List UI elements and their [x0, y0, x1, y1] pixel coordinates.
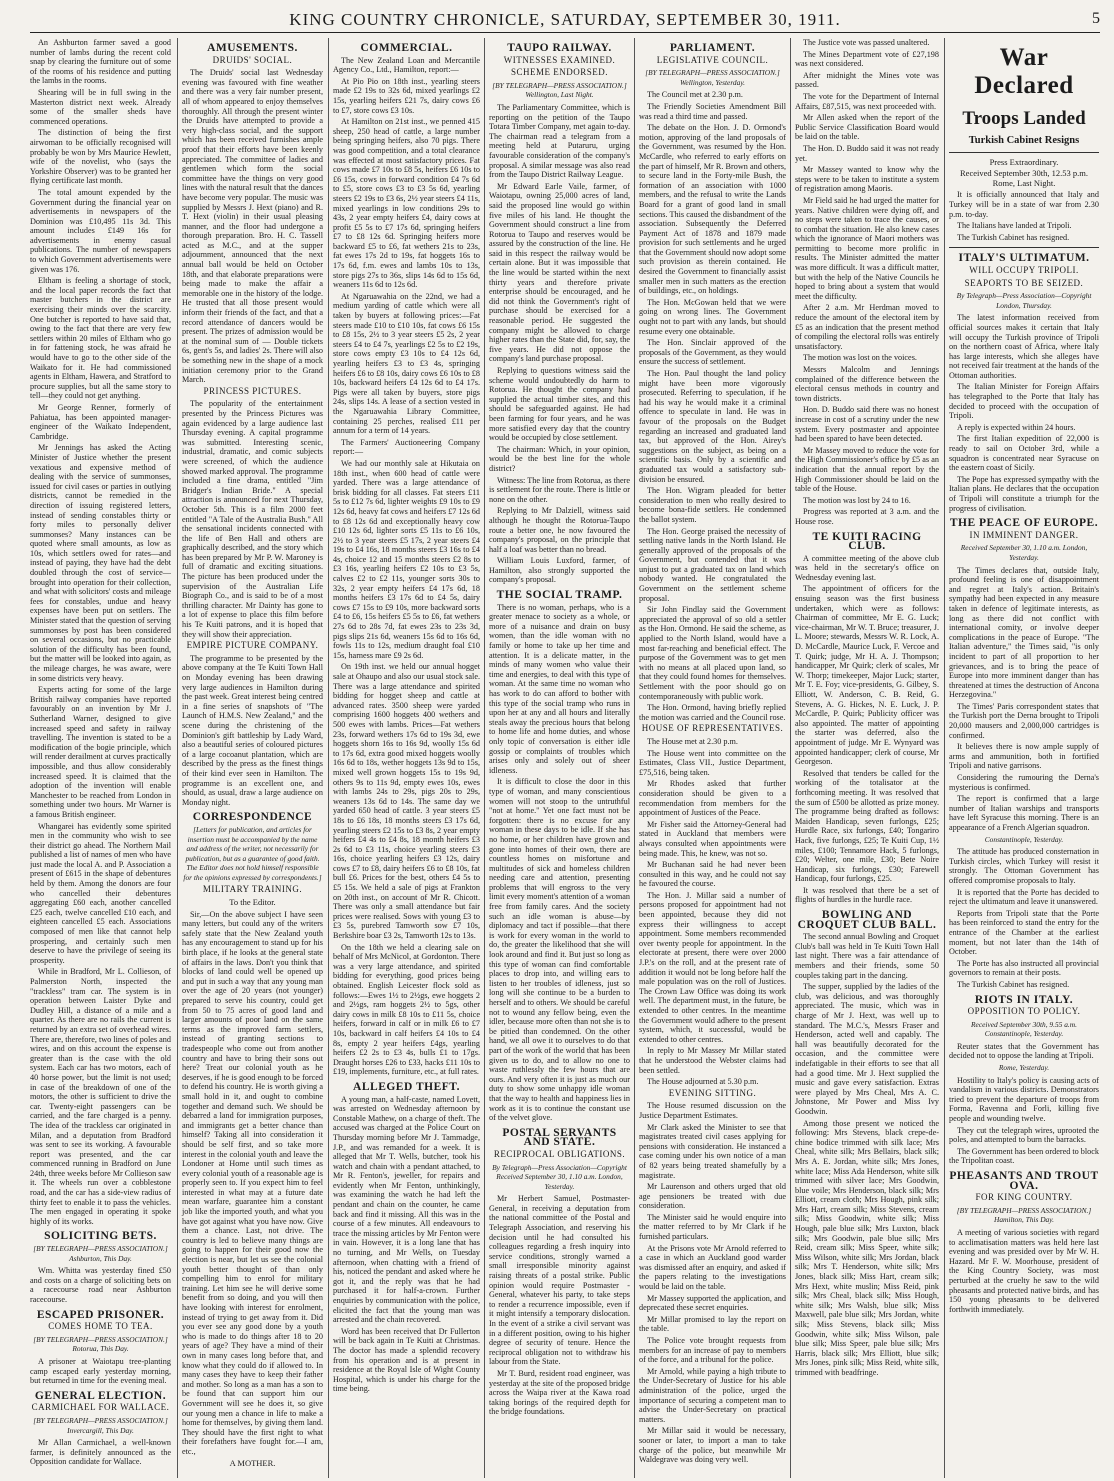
- paragraph: The Government has been ordered to block the Tripolitan coast.: [949, 1146, 1099, 1166]
- byline: [BY TELEGRAPH—PRESS ASSOCIATION.] Ashburton, This Day.: [33, 1244, 168, 1263]
- byline: [BY TELEGRAPH—PRESS ASSOCIATION.] Rotorua, This Day.: [33, 1334, 168, 1354]
- paragraph: The Hon. Ormond, having briefly replied the motion was carried and the Council rose.: [639, 703, 786, 722]
- salutation: To the Editor.: [229, 897, 276, 908]
- article-heading: TAUPO RAILWAY.: [507, 42, 612, 54]
- column-5: [634, 38, 786, 1478]
- column-2: [177, 38, 323, 1478]
- paragraph: The report is confirmed that a large number of Italian warships and transports have left Syracuse this morning. There is an appearance of a French Algerian squadron.: [949, 794, 1099, 832]
- subheading: RECIPROCAL OBLIGATIONS.: [493, 1148, 626, 1159]
- subheading: SCHEME ENDORSED.: [510, 67, 608, 78]
- paragraph: Mr T. Burd, resident road engineer, was yesterday at the site of the proposed bridge across the Waipa river at the Kawa road taking borings of the required depth for the bridge foundations.: [489, 1368, 630, 1417]
- subheading: EVENING SITTING.: [668, 1087, 757, 1098]
- page-number: 5: [1092, 10, 1100, 27]
- paragraph: It is difficult to close the door in this type of woman, and many conscientious women will not stoop to the untruthful "not at home." Yet one fact must not be forgotten: there is no excuse for any woman in these days to be idle. If she has no home, or her children have grown and gone into homes of their own, there are countless homes on misfortune and multitudes of sick and homeless children needing care and attention, presenting problems that will engross to the very limit every moment's attention of a woman free from family cares. And the society such an idle woman is abuse—by diplomacy and tact if possible—that there is work for every woman in the world to do, the greater the likelihood that she will look around and find it. But just so long as this type of woman can find comfortable places to drop into, and willing ears to listen to her troubles of idleness, just so long will she continue to be a burden to herself and to others. We should be careful not to wound any fellow being, even the idler, because more often than not she is to be pitied than condemned. On the other hand, we all owe it to ourselves to do that part of the work of the world that has been given us to do, and to allow no one to waste ruthlessly the few hours that are ours. And very often it is just as much our duty to show some unhappy idle woman that the way to health and happiness lies in work as it is to continue the constant use of the velvet glove.: [489, 777, 630, 1123]
- masthead: [30, 6, 1100, 33]
- paragraph: Reports from Tripoli state that the Porte has been reinforced to stand the entry for the entrance of the Chamber at the earliest moment, but not later than the 14th of October.: [949, 908, 1099, 957]
- subheading: DRUIDS' SOCIAL.: [212, 54, 293, 65]
- paragraph: Mr Millar promised to lay the report on the table.: [639, 1314, 786, 1334]
- paragraph: Experts acting for some of the large British railway companies have reported favourably on an invention by Mr J. Sutherland Warner, designed to give increased speed and safety in railway travelling. The invention is stated to be a modification of the bogie principle, which will render derailment at curves practically impossible, and thus allow considerably increased speed. It is claimed that the adoption of the invention will enable Manchester to be reached from London in something under two hours. Mr Warner is a famous British engineer.: [30, 685, 171, 819]
- paragraph: The Friendly Societies Amendment Bill was read a third time and passed.: [639, 101, 786, 121]
- paragraph: Mr Arnold, while paying a high tribute to the Under-Secretary of Justice for his able administration of the police, urged the importance of securing a competent man to advise the Under-Secretary on practical matters.: [639, 1366, 786, 1424]
- paragraph: Hon. D. Buddo said there was no honest increase in cost of a scrutiny under the new system. Every postmaster and appointee had been spared to have been detected.: [795, 405, 939, 444]
- paragraph: It is officially announced that Italy and Turkey will be in a state of war from 2.30 p.m. to-day.: [949, 190, 1099, 219]
- paragraph: The Turkish Cabinet has resigned.: [957, 979, 1070, 989]
- paragraph: The Turkish Cabinet has resigned.: [957, 232, 1070, 242]
- paragraph: Reuter states that the Government has decided not to oppose the landing at Tripoli.: [949, 1041, 1099, 1061]
- paragraph: After midnight the Mines vote was passed.: [795, 70, 939, 90]
- paragraph: The vote for the Department of Internal Affairs, £87,515, was next proceeded with.: [795, 91, 939, 111]
- subheading: WILL OCCUPY TRIPOLI.: [969, 264, 1079, 275]
- paragraph: Hostility to Italy's policy is causing acts of vandalism in various districts. Demonstrators tried to prevent the departure of troops from Forma, Ravenna and Forli, killing five people and wounding twelve.: [949, 1075, 1099, 1124]
- paragraph: Wm. Whitta was yesterday fined £50 and costs on a charge of soliciting bets on a racecourse road near Ashburton racecourse.: [30, 1266, 171, 1304]
- paragraph: Mr Massey supported the application, and deprecated these secret enquiries.: [639, 1293, 786, 1313]
- editor-note: [Letters for publication, and articles for insertion must be accompanied by the name and address of the writer, not necessarily for publication, but as a guarantee of good faith. The Editor does not hold himself responsible for the opinions expressed by correspondents.]: [183, 824, 322, 882]
- paragraph: The House adjourned at 5.30 p.m.: [647, 1077, 759, 1087]
- article-heading: RIOTS IN ITALY.: [974, 993, 1074, 1006]
- paragraph: They cut the telegraph wires, uprooted the poles, and attempted to burn the barracks.: [949, 1125, 1099, 1145]
- paragraph: Shearing will be in full swing in the Masterton district next week. Already some of the smaller sheds have commenced operations.: [30, 87, 171, 126]
- paragraph: Witness: The line from Rotorua, as there is settlement for the route. There is little or none on the other.: [489, 475, 630, 504]
- banner-headline: War Declared: [974, 44, 1074, 99]
- paragraph: Resolved that tenders be called for the working of the totalisator at the forthcoming meeting. It was resolved that the sum of £500 be allotted as prize money. The programme being drafted as follows: Maiden Handicap, seven furlongs, £25; Hurdle Race, six furlongs, £40; Tongariro Hack, five furlongs, £25; Te Kuiti Cup, 1½ miles, £100; Tennamore Hack, 5 furlongs, £20; Welter, one mile, £30; Bete Noire Handicap, six furlongs, £30; Farewell Handicap, four furlongs, £25.: [795, 768, 939, 884]
- paragraph: The Times' Paris correspondent states that the Turkish port the Derna brought to Tripoli 20,000 mausers and 2,000,000 cartridges is confirmed.: [949, 701, 1099, 740]
- paragraph: The Parliamentary Committee, which is reporting on the petition of the Taupo Totara Timber Company, met again to-day. The chairman read a telegram from a meeting held at Putaruru, urging favourable consideration of the company's proposal. A similar message was also read from the Taupo District Railway League.: [489, 102, 630, 180]
- paragraph: The Hon. Sinclair approved of the proposals of the Government, as they would ensure the success of settlement.: [639, 338, 786, 367]
- press-notice: Press Extraordinary.: [989, 156, 1059, 167]
- paragraph: The attitude has produced consternation in Turkish circles, which Turkey will resist it strongly. The Ottoman Government has offered compromise proposals to Italy.: [949, 847, 1099, 885]
- article-heading: BOWLING AND CROQUET CLUB BALL.: [797, 909, 937, 931]
- article-heading: PARLIAMENT.: [669, 42, 756, 54]
- paragraph: There is no woman, perhaps, who is a greater menace to society as a whole, or more of a nuisance and drain on busy women, than the idle woman with no family or home to take up her time and attention. It is a delicate matter, in the minds of many women who value their time and energies, to deal with this type of woman. At the same time no woman who has work to do can afford to bother with this type of the social tramp who runs in upon her at any and all hours and literally steals away the precious hours that belong to home life and home duties, and whose only topic of conversation is either idle gossip or complaints of troubles which arises only and solely out of sheer idleness.: [489, 602, 630, 775]
- subheading: COMES HOME TO TEA.: [48, 1321, 153, 1332]
- paragraph: The Hon. George praised the necessity of settling native lands in the North Island. He generally approved of the proposals of the Government, but contended that it was unjust to put a graduated tax on land which nobody wanted. He congratulated the Government on the settlement scheme proposal.: [639, 526, 786, 603]
- paragraph: The total amount expended by the Government during the financial year on advertisements in newspapers of the Dominion was £10,495 11s 3d. This amount includes £149 16s for advertisements in enemy casual publications. The number of newspapers to which Government advertisements were given was 176.: [30, 187, 171, 274]
- byline: By Telegraph—Press Association—Copyright Received September 30, 1.10 a.m. London, Yesterday.: [492, 1162, 627, 1191]
- paragraph: The Minister said he would enquire into the matter referred to by Mr Clark if he furnished particulars.: [639, 1212, 786, 1242]
- banner-tagline: Turkish Cabinet Resigns: [968, 135, 1080, 146]
- divider: [949, 152, 1099, 153]
- column-1: [30, 38, 171, 1478]
- paragraph: Replying to Mr Dalziell, witness said although he thought the Rotorua-Taupo route a better one, he now favoured the company's proposal, on the principle that half a loaf was better than no bread.: [489, 506, 630, 554]
- paragraph: Mr Allen asked when the report of the Public Service Classification Board would be laid on the table.: [795, 113, 939, 142]
- paragraph: Mr Herbert Samuel, Postmaster-General, in receiving a deputation from the national committee of the Postal and Telegraph Association, and reserving his decision until he had consulted his colleagues regarding a fresh inquiry into service conditions, strongly warned a small irresponsible minority against raising threats of a postal strike. Public opinion would require Postmaster - General, whatever his party, to take steps to render a recurrence impossible, even if it might intensify a temporary dislocation. In the event of a strike a civil servant was in a different position, owing to his higher degree of security of tenure. Hence the reciprocal obligation not to withdraw his labour from the State.: [489, 1194, 630, 1367]
- signature: A MOTHER.: [229, 1457, 276, 1468]
- paragraph: The programme to be presented by the above company at the Te Kuiti Town Hall on Monday evening has been drawing very large audiences in Hamilton during the past week. Great interest being centred in a fine series of snapshots of "The Launch of H.M.S. New Zealand," and the scene during the christening of the Dominion's gift battleship by Lady Ward, also a beautiful series of coloured pictures of a large cocoanut plantation, which are described by the press as the finest things of their kind ever seen in Hamilton. The programme is an excellent one, and should, as usual, draw a large audience on Monday night.: [182, 653, 323, 807]
- paragraph: The first Italian expedition of 22,000 is ready to sail on October 3rd, while a squadron is concentrated near Syracuse on the eastern coast of Sicily.: [949, 434, 1099, 473]
- paragraph: The Hon. D. Buddo said it was not ready yet.: [795, 143, 939, 163]
- paragraph: The appointment of officers for the ensuing season was the first business undertaken, which were as follows: Chairman of committee, Mr E. G. Luck; vice-chairman, Mr W. T. Bruce; treasurer, J. L. Moore; stewards, Messrs W. R. Lock, A. D. McCardle, Maurice Luck, F. Vercoe and T. Quirk; judge, Mr H. A. J. Thompson; handicapper, Mr Quirk; clerk of scales, Mr W. Thorp; timekeeper, Major Luck; starter, Mr T. E. Foy; vice-presidents, G. Gilbey, S. Elliott, W. Anderson, C. B. Reid, G. Stevens, A. G. Hickes, N. E. Luck, J. P. McCardle, P. Quirk; Publicity officer was also appointed. The matter of appointing the starter was deferred, also the appointment of judge. Mr E. Wynyard was appointed handicapper; clerk of course, Mr Georgeson.: [795, 584, 939, 767]
- paragraph: The second annual Bowling and Croquet Club's ball was held in Te Kuiti Town Hall last night. There was a fair attendance of members and their friends, some 50 couples taking part in the dancing.: [795, 932, 939, 980]
- paragraph: The Pope has expressed sympathy with the Italian plans. He declares that the occupation of Tripoli will constitute a triumph for the progress of civilisation.: [949, 474, 1099, 513]
- paragraph: The House resumed discussion on the Justice Department Estimates.: [639, 1101, 786, 1120]
- paragraph: The Hon. McGowan held that we were going on wrong lines. The Government ought not to part with any lands, but should resume every one obtainable.: [639, 297, 786, 336]
- article-heading: ALLEGED THEFT.: [353, 1080, 460, 1093]
- newspaper-title: KING COUNTRY CHRONICLE, SATURDAY, SEPTEMBER 30, 1911.: [289, 10, 841, 29]
- paragraph: The Italians have landed at Tripoli.: [957, 221, 1072, 231]
- paragraph: The Italian Minister for Foreign Affairs has telegraphed to the Porte that Italy has decided to proceed with the occupation of Tripoli.: [949, 382, 1099, 421]
- paragraph: In reply to Mr Massey Mr Millar stated that he understood the Webster claims had been settled.: [639, 1046, 786, 1075]
- paragraph: The motion was lost on the voices.: [803, 353, 917, 363]
- paragraph: While in Bradford, Mr L. Collieson, of Palmerston North, inspected the "trackless" tram car. The system is in operation between Laister Dyke and Dudley Hill, a distance of a mile and a quarter. As there are no rails the current is returned by an extra set of overhead wires. There are, therefore, two lines of poles and wires, and on this account the expense is greater than is the case with the old system. Each car has two motors, each of 40 horse power, but the limit is not used; in case of the breakdown of one of the motors, the other is sufficient to drive the car. Twenty-eight passengers can be carried, and the fare charged is a penny. The idea of the trackless car originated in Milan, and a deputation from Bradford was sent to see its working. A favourable report was presented, and the car commenced running in Bradford on June 24th, three weeks before Mr Collieson saw it. The wheels run over a cobblestone road, and the car has a side-view radius of thirty feet to enable it to pass the vehicles. The men engaged in operating it spoke highly of its works.: [30, 967, 171, 1226]
- paragraph: Considering the rumouring the Derna's mysterious is confirmed.: [949, 773, 1099, 792]
- paragraph: At Hamilton on 21st inst., we penned 415 sheep, 250 head of cattle, a large number being springing heifers, also 70 pigs. There was good competition, and a total clearance was effected at most satisfactory prices. Fat cows made £7 10s to £8 5s, heifers £6 10s to £6 15s, cows in forward condition £4 7s 6d to £5, store cows £3 to £3 5s 6d, yearling steers £2 19s to £3 6s, 2½ year steers £4 11s, mixed yearlings in low conditions 29s to 43s, 2 year empty heifers £4, dairy cows at profit £5 5s to £7 17s 6d, springing heifers £7 to £8 12s 6d. Springing heifers more backward £5 to £6, fat wethers 21s to 23s, fat ewes 17s 2d to 19s, fat hoggets 16s to 17s 6d, f.m. ewes and lambs 10s to 13s, store pigs 27s to 36s, slips 14s 6d to 15s 6d, weaners 11s 6d to 12s 6d.: [333, 117, 480, 290]
- subheading: SEAPORTS TO BE SEIZED.: [964, 277, 1084, 288]
- paragraph: Progress was reported at 3 a.m. and the House rose.: [795, 507, 939, 526]
- subheading: WITNESSES EXAMINED.: [503, 54, 616, 65]
- paragraph: Mr Buchanan said he had never been consulted in this way, and he could not say he favoured the course.: [639, 860, 786, 889]
- paragraph: Mr Edward Earle Vaile, farmer, of Waiotapu, owning 25,000 acres of land, said the proposed line would go within five miles of his land. He thought the Government should construct a line from Rotorua to Taupo and reserves would be assured by the construction of the line. He said in this respect the railway would be certain alone. But it was impossible that the line would be started within the next thirty years and therefore private enterprise should be encouraged, and he did not think the Government's right of purchase should be exercised for a reasonable period. He suggested the company might be allowed to charge higher rates than the State did, for, say, the five years. He did not oppose the company's land purchase proposal.: [489, 181, 630, 364]
- paragraph: Mr Fisher said the Attorney-General had stated in Auckland that members were always consulted when appointments were being made. This, he knew, was not so.: [639, 819, 786, 858]
- paragraph: Whangarei has evidently some spirited men in the community who wish to see their district go ahead. The Northern Mail published a list of names of men who have just made the local A. and P. Association a present of £615 in the shape of debentures held by them. Among the donors are four who cancelled their debentures aggregating £60 each, another cancelled £25 each, twelve cancelled £10 each, and eighteen cancelled £5 each. Associations composed of men like that cannot help prospering, and certainly such men deserve to have the privilege of seeing its prosperity.: [30, 821, 171, 965]
- byline: [BY TELEGRAPH—PRESS ASSOCIATION.] Hamilton, This Day.: [956, 1205, 1092, 1225]
- dateline: Constantinople, Yesterday.: [984, 834, 1064, 844]
- byline: [BY TELEGRAPH—PRESS ASSOCIATION.] Invercargill, This Day.: [33, 1415, 168, 1435]
- paragraph: The debate on the Hon. J. D. Ormond's motion, approving of the land proposals of the Government, was resumed by the Hon. McCardle, who referred to early efforts on the part of himself, Mr R. Brown and others, to secure land in the Forty-mile Bush, the formation of an association with 1000 members, and the refusal to write the Lands Board for a grant of good land in small sections. This caused the disbandment of the association. Subsequently the Deferred Payment Act of 1878 and 1879 made provision for such settlements and he urged that the Government should now adopt some such provision as therein contained. He desired the Government to financially assist smaller men in such matters as the erection of buildings, etc., on holdings.: [639, 123, 786, 296]
- banner-subheadline: Troops Landed: [962, 108, 1086, 129]
- paragraph: The Police vote brought requests from members for an increase of pay to members of the force, and a tribunal for the police.: [639, 1336, 786, 1365]
- paragraph: Mr Clark asked the Minister to see that magistrates treated civil cases applying for pensions with consideration. He instanced a case coming under his own notice of a man of 82 years being treated shamefully by a magistrate.: [639, 1122, 786, 1180]
- paragraph: A reply is expected within 24 hours.: [957, 422, 1076, 432]
- paragraph: The popularity of the entertainment presented by the Princess Pictures was again evidenced by a large audience last Thursday evening. A capital programme was submitted. Interesting scenic, industrial, dramatic, and comic subjects were screened, of which the audience showed marked approval. The programme included a fine drama, entitled "Jim Bridger's Indian Bride." A special attraction is announced for next Thursday, October 5th. This is a film 2000 feet entitled "A Tale of the Australia Bush." All the sensational incidents connected with the life of Ben Hall and others are graphically described, and the story which has been prepared by Mr P. W. Maroney is full of dramatic and exciting situations. The picture has been produced under the supervision of the Australian Life Biograph Co., and is said to be of a most thrilling character. Mr Dainty has gone to a lot of expense to place this film before his Te Kuiti patrons, and it is hoped that they will show their appreciation.: [182, 399, 323, 639]
- article-heading: TE KUITI RACING CLUB.: [812, 530, 922, 553]
- byline: [BY TELEGRAPH—PRESS ASSOCIATION.] Wellington, Yesterday.: [645, 68, 780, 87]
- paragraph: It believes there is now ample supply of arms and ammunition, both in fortified Tripoli and native garrisons.: [949, 742, 1099, 771]
- received-line: Received September 30, 1.10 a.m. London, Yesterday.: [960, 543, 1088, 562]
- paragraph: Messrs Malcolm and Jennings complained of the difference between the electoral census methods in country and town districts.: [795, 365, 939, 403]
- paragraph: The House went into committee on the Estimates, Class VII., Justice Department, £75,516, being taken.: [639, 748, 786, 777]
- paragraph: Mr Rhodes asked that further consideration should be given to a recommendation from members for the appointment of Justices of the Peace.: [639, 779, 786, 818]
- divider: [949, 247, 1099, 248]
- article-heading: AMUSEMENTS.: [207, 42, 298, 54]
- paragraph: It is reported that the Porte has decided to reject the ultimatum and leave it unanswered.: [949, 887, 1099, 907]
- byline: By Telegraph—Press Association—Copyright London, Thursday.: [956, 291, 1092, 310]
- paragraph: William Louis Luxford, farmer, of Hamilton, also strongly supported the company's proposal.: [489, 556, 630, 585]
- article-heading: GENERAL ELECTION.: [34, 1389, 167, 1402]
- paragraph: The Hon. Wigram pleaded for better consideration to men who really desired to become bona-fide settlers. He condemned the ballot system.: [639, 486, 786, 524]
- article-heading: PHEASANTS AND TROUT OVA.: [949, 1170, 1099, 1192]
- paragraph: Mr Laurenson and others urged that old age pensioners be treated with due consideration.: [639, 1182, 786, 1211]
- paragraph: A committee meeting of the above club was held in the secretary's office on Wednesday evening last.: [795, 553, 939, 582]
- subheading: PRINCESS PICTURES.: [203, 385, 302, 396]
- paragraph: Word has been received that Dr Fullerton will be back again in Te Kuiti at Christmas. The doctor has made a splendid recovery from his operation and is at present in residence at the Royal Isle of Wight County Hospital, which is under his charge for the time being.: [333, 1326, 480, 1394]
- paragraph: The distinction of being the first airwoman to be officially recognised will probably be won by Mrs Maurice Hewlett, wife of the novelist, who (says the Yorkshire Observer) was to be granted her flying certificate last month.: [30, 128, 171, 186]
- paragraph: A young man, a half-caste, named Lovett, was arrested on Wednesday afternoon by Constable Mathew, on a charge of theft. The accused was charged at the Police Court on Thursday morning before Mr J. Tammadge, J.P., and was remanded for a week. It is alleged that Mr T. Wells, butcher, took his watch and chain with a pendant attached, to Mr R. Fenton's, jeweller, for repairs and evidently when Mr Fenton, unthinkingly, was examining the watch he had left the pendant and chain on the counter, he came back and find it missing. All this was in the course of a few minutes. All endeavours to trace the missing articles by Mr Fenton were in vain. However, it is a long lane that has no turning, and Mr Wells, on Tuesday afternoon, when chatting with a friend of his, noticed the pendant and asked where he got it, and the reply was that he had purchased it for half-a-crown. Further enquiries by communication with the police, elicited the fact that the young man was arrested and the chain recovered.: [333, 1094, 480, 1325]
- paragraph: The motion was lost by 24 to 16.: [803, 495, 911, 505]
- paragraph: A meeting of various societies with regard to acclimatisation matters was held here last evening and was presided over by Mr W. H. Hazard. Mr F. W. Moorhouse, president of the King Country Society, was most perturbed at the cruelty he saw to the wild pheasants and protected native birds, and has 150 young pheasants to be delivered forthwith immediately.: [949, 1227, 1099, 1314]
- article-heading: POSTAL SERVANTS AND STATE.: [502, 1126, 617, 1149]
- paragraph: The Justice vote was passed unaltered.: [803, 38, 930, 47]
- subheading: MILITARY TRAINING.: [202, 884, 303, 895]
- paragraph: Sir John Findlay said the Government appreciated the approval of so old a settler as the Hon. Ormond. He said the scheme, as applied to the North Island, would have a most far-reaching and beneficial effect. The purpose of the Government was to get men with no means at all placed upon land, so that they could found homes for themselves. Settlement with the poor should go on contemporaneously with public work.: [639, 605, 786, 701]
- column-7: [944, 38, 1099, 1478]
- paragraph: At Ngaruawahia on the 22nd, we had a medium yarding of cattle which were all taken by buyers at following prices:—Fat steers made £10 to £10 10s, fat cows £6 15s to £8 15s, 2½ to 3 year steers £5 2s, 2 year steers £4 to £4 7s, yearlings £2 5s to £2 19s, store cows empty £3 10s to £4 12s 6d, yearling heifers £3 to £3 4s, springing heifers £6 to £8 10s, dairy cows £6 10s to £8 10s, backward heifers £4 12s 6d to £4 17s. Pigs were all taken by buyers, store pigs 24s, slips 14s. A lease of a section vested in the Ngaruawahia Library Committee, containing 25 perches, realised £11 per annum for a term of 14 years.: [333, 291, 480, 436]
- subheading: OPPOSITION TO POLICY.: [967, 1006, 1081, 1017]
- paragraph: Mr Massey wanted to know why the steps were to be taken to institute a system of registration among Maoris.: [795, 165, 939, 194]
- paragraph: Among those present we noticed the following: Mrs Stevens, black crepe-de-chine bodice trimmed with silk lace; Mrs Cheal, white silk; Mrs Bellairs, black silk; Mrs A. E. Jordan, white silk; Mrs Jones, white lace; Miss Ada Henderson, white silk trimmed with silver lace; Mrs Goodwin, blue voile; Mrs Henderson, black silk; Mrs Elliott, cream cloth; Mrs Hough, pink silk; Mrs Hart, cream silk; Miss Stevens, cream silk; Miss Goodwin, white silk; Miss Hough, pale blue silk; Mrs Luxton, black silk; Mrs Goodwin, pale blue silk; Mrs Reid, cream silk; Miss Speer, white silk; Miss Wilson, white silk; Mrs Jordan, black silk; Mrs T. Henderson, white silk; Mrs Jones, black silk; Miss Hart, cream silk; Mrs Hext, white muslin; Miss Reid, pink silk; Mrs Cheal, black silk; Miss Hough, white silk; Mrs Walsh, blue silk; Miss Maxwell, pale blue silk; Mrs Jordan, white silk; Miss Stevens, black silk; Miss Goodwin, white silk; Miss Wilson, pale blue silk; Miss Speer, pale blue silk; Mrs Harris, black silk; Mrs Elliott, blue silk; Mrs Jones, pink silk; Miss Reid, white silk, trimmed with beadfringe.: [795, 1118, 939, 1377]
- article-heading: ESCAPED PRISONER.: [36, 1308, 165, 1321]
- paragraph: On 19th inst. we held our annual hogget sale at Ohaupo and also our usual stock sale. There was a large attendance and spirited bidding for hogget sheep and cattle at advanced rates. 3500 sheep were yarded comprising 1600 hoggets 400 wethers and 500 ewes with lambs. Prices—Fat wethers 23s, forward wethers 17s 6d to 19s 3d, ewe hoggets shorn 16s to 16s 9d, woolly 15s 6d to 17s 6d, extra good mixed hoggets woolly 16s 6d to 18s, wether hoggets 13s 9d to 15s, mixed well grown hoggets 15s to 19s 9d, others 9s to 11s 9d, empty ewes 10s, ewes with lambs 24s to 29s, pigs 20s to 29s, weaners 13s 6d to 14s. The same day we yarded 650 head of cattle. 3 year steers £5 18s to £6 18s, 18 months steers £3 17s 6d, yearling steers £2 15s to £3 8s, 2 year empty heifers £4 4s to £4 8s, 18 month heifers £3 2s 6d to £3 11s, choice yearling steers £3 16s, choice yearling heifers £3 12s, dairy cows £7 to £8, dairy heifers £6 to £8 10s, fat bull £6. Prices for the best, others £4 5s to £5 15s. We held a sale of pigs at Frankton on 20th inst., on account of Mr R. Chicott. There was only a small attendance but fair prices were realised. Sows with young £3 to £3 5s, purebred Tamworth sow £7 10s, Berkshire boar £3 2s, Tamworth 12s to 13s.: [333, 662, 480, 941]
- paragraph: The New Zealand Loan and Mercantile Agency Co., Ltd., Hamilton, report:—: [333, 55, 480, 75]
- paragraph: The Hon. Paul thought the land policy might have been more vigorously prosecuted. Referring to speculation, if he had his way he would make it a criminal offence to speculate in land. He was in favour of the proposals on the Budget regarding an increased and graduated land tax, but approved of the Hon. Airey's suggestions on the subject, as being on a scientific basis. Only by a scientific and graduated tax would a satisfactory sub-division be ensured.: [639, 369, 786, 484]
- paragraph: At the Prisons vote Mr Arnold referred to a case in which an Auckland good warder was dismissed after an enquiry, and asked if the papers relating to the investigations would be laid on the table.: [639, 1243, 786, 1292]
- paragraph: Mr George Renner, formerly of Pahiatua, has been appointed manager-engineer of the Waikato Independent, Cambridge.: [30, 402, 171, 441]
- paragraph: Mr Massey moved to reduce the vote for the High Commissioner's office by £5 as an indication that the annual report by the High Commissioner should be laid on the table of the House.: [795, 445, 939, 494]
- column-6: [790, 38, 939, 1478]
- paragraph: After 2 a.m. Mr Herdman moved to reduce the amount of the electoral item by £5 as an indication that the present method of compiling the electoral rolls was entirely unsatisfactory.: [795, 303, 939, 351]
- paragraph: The chairman: Which, in your opinion, would be the best line for the whole district?: [489, 444, 630, 473]
- paragraph: The Hon. J. Millar said a number of persons proposed for appointment had not been appointed, because they did not express their willingness to accept appointment. Some members recommended over twenty people for appointment. In the electorate at present, there were over 2000 J.P.'s on the roll, and at the present rate of addition it would not be long before half the male population was on the roll of Justices. The Crown Law Office was doing its work well. The department must, in the future, be extended to other centres. In the meantime the Government would adhere to the present system, which, it successful, would be extended to other centres.: [639, 890, 786, 1044]
- subheading: IN IMMINENT DANGER.: [969, 529, 1079, 540]
- column-4: [484, 38, 630, 1478]
- paragraph: The Druids' social last Wednesday evening was favoured with fine weather and there was a very fair number present, all of whom appeared to enjoy themselves thoroughly. All through the present winter the Druids have attempted to provide a very high-class social, and the support which has been received furnishes ample proof that their efforts have been keenly appreciated. The committee of ladies and gentlemen which form the social committee have the things on very good lines with the natural result that the dances have become very popular. The music was supplied by Messrs J. Hext (piano) and R. T. Hext (violin) in their usual pleasing manner, and the floor had undergone a thorough preparation. Bro. H. C. Tassell acted as M.C., and at the supper adjournment, announced that the next annual ball would be held on October 18th, and that elaborate preparations were being made to make the affair a memorable one in the history of the lodge. He trusted that all those present would inform their friends of the fact, and that a record attendance of dancers would be present. The prizes of admission would be at the nominal sum of — Double tickets 6s, gent's 5s, and ladies' 2s. There will also be something new in the shape of a mock initiation ceremony prior to the Grand March.: [182, 68, 323, 385]
- paragraph: It was resolved that there be a set of flights of hurdles in the hurdle race.: [795, 885, 939, 905]
- paragraph: On the 18th we held a clearing sale on behalf of Mrs McNicol, at Gordonton. There was a very large attendance, and spirited bidding for everything, good prices being obtained. English Leicester flock sold as follows:—Ewes 1½ to 2½gs, ewe hoggets 2 and 2½gs, ram hoggets 2½ to 5gs, other dairy cows in milk £8 10s to £11 5s, choice heifers, forward in calf or in milk £6 to £7 10s, backward in calf heifers £4 10s to £4 8s, empty 2 year heifers £4gs, yearling heifers £2 2s to £3 4s, bulls £1 to 17gs. Draught horses £26 to £33, hacks £11 10s to £19, implements, furniture, etc., at full rates.: [333, 942, 480, 1077]
- paragraph: Eltham is feeling a shortage of stock, and the local paper records the fact that master butchers in the district are exercising their minds over the scarcity. One butcher is reported to have said that, owing to the fact that there are very few settlers within 20 miles of Eltham who go in for fattening stock, he was afraid he would have to go to the other side of the Waikato for it. He had commissioned agents in Eltham, Hawera, and Stratford to procure supplies, but all the same story to tell—they could not get anything.: [30, 276, 171, 401]
- article-heading: THE SOCIAL TRAMP.: [496, 589, 623, 602]
- dateline: Rome, Yesterday.: [998, 1063, 1050, 1073]
- paragraph: Mr Millar said it would be necessary, sooner or later, to import a man to take charge of the police, but meanwhile Mr Waldegrave was doing very well.: [639, 1426, 786, 1465]
- received-line: Received September 30th, 12.53 p.m. Rome, Last Night.: [960, 168, 1088, 188]
- article-heading: COMMERCIAL.: [360, 42, 453, 54]
- subheading: LEGISLATIVE COUNCIL.: [656, 54, 769, 65]
- paragraph: Mr Jennings has asked the Acting Minister of Justice whether the present vexatious and expensive method of dealing with the service of summonses, issued for civil cases or parties in outlying districts, cannot be remedied in the direction of issuing registered letters, instead of sending constables thirty or forty miles to personally deliver summonses? Many instances can be quoted where small amounts, as low as 10s, which settlers owed for rates—and instead of paying, they have had the debt doubled through the cost of service—brought into operation for their collection, and what with solicitors' costs and mileage fees for constables, undue and heavy expenses have been put on settlers. The Minister stated that the question of serving summonses by post has been considered on several occasions, but no practicable solution of the difficulty has been found, but the matter will be looked into again, as the mileage charges, he was aware, were in some districts very heavy.: [30, 443, 171, 683]
- subheading: FOR KING COUNTRY.: [975, 1192, 1073, 1203]
- paragraph: An Ashburton farmer saved a good number of lambs during the recent cold snap by clearing the furniture out of some of the rooms of his residence and putting the lambs in the rooms.: [30, 38, 171, 86]
- paragraph: The House met at 2.30 p.m.: [647, 736, 738, 746]
- paragraph: A prisoner at Waiotapu tree-planting camp escaped early yesterday morning, but returned in time for the evening meal.: [30, 1356, 171, 1386]
- received-line: Received September 30th, 9.55 a.m. Constantinople, Yesterday.: [971, 1019, 1077, 1039]
- paragraph: We had our monthly sale at Hikutaia on 18th inst., when 600 head of cattle were yarded. There was a large attendance of brisk bidding for all classes. Fat steers £11 5s to £12 7s 6d, lighter weights £9 10s to £9 12s 6d, heavy fat cows and heifers £7 12s 6d to £8 12s 6d and exceptionally heavy cow £10 12s 6d, lighter sorts £5 11s to £6 10s, 2½ to 3 year steers £5 17s, 2 year steers £4 19s to £4 16s, 18 months steers £3 16s to £4 4s, choice 12 and 15 months steers £2 8s to £3 16s, yearling heifers £2 10s to £3 5s, calves £2 to £2 11s, younger sorts 30s to 32s, 2 year empty heifers £4 17s 6d, 18 months heifers £3 17s 6d to £4 5s, dairy cows £7 15s to £9 10s, more backward sorts £4 to £6, 15s heifers £5 5s to £6, fat wethers 27s 6d to 28s 7d, fat ewes 23s to 23s 3d, pigs slips 21s 6d, weaners 15s 6d to 16s 6d, fowls 11s to 12s, medium draught foal £10 15s, harness mare £9 2s 6d.: [333, 458, 480, 660]
- paragraph: The Times declares that, outside Italy, profound feeling is one of disappointment and regret at Italy's action. Britain's sympathy had been expected in any measure taken in defence of legitimate interests, as long as there did not conflict with international comity, or involve deeper complications in the peace of Europe. "The Italian adventure," the Times said, "is only incident to part of all proportion to her grievances, and is to bring the peace of Europe into more imminent danger than has threatened at times the destruction of Ancona Herzegovina.": [949, 565, 1099, 700]
- article-heading: CORRESPONDENCE: [192, 811, 313, 824]
- paragraph: The latest information received from official sources makes it certain that Italy will occupy the Turkish province of Tripoli on the northern coast of Africa, where Italy has large interests, which she alleges have not received fair treatment at the hands of the Ottoman authorities.: [949, 313, 1099, 380]
- column-3: [328, 38, 480, 1478]
- byline: [BY TELEGRAPH—PRESS ASSOCIATION.] Wellington, Last Night.: [492, 80, 627, 100]
- subheading: EMPIRE PICTURE COMPANY.: [186, 640, 319, 651]
- paragraph: The Farmers' Auctioneering Company report:—: [333, 437, 480, 457]
- article-heading: ITALY'S ULTIMATUM.: [958, 252, 1090, 265]
- paragraph: The Mines Department vote of £27,198 was next considered.: [795, 49, 939, 69]
- subheading: HOUSE OF REPRESENTATIVES.: [641, 723, 784, 734]
- paragraph: The Council met at 2.30 p.m.: [647, 90, 743, 100]
- subheading: CARMICHAEL FOR WALLACE.: [31, 1402, 170, 1413]
- article-heading: SOLICITING BETS.: [44, 1230, 157, 1243]
- paragraph: Mr Field said he had urged the matter for years. Native children were dying off, and no steps were taken to trace the causes, or to combat the situation. He also knew cases which the ignorance of Maori mothers was permitting to become more prolific in results. The Minister admitted the matter was more difficult. It was a difficult matter, but with the help of the Native Councils he hoped to bring about a system that would meet the difficulty.: [795, 195, 939, 301]
- article-heading: THE PEACE OF EUROPE.: [949, 517, 1099, 530]
- paragraph: Replying to questions witness said the scheme would undoubtedly do harm to Rotorua. He thought the company had supplied the actual timber sites, and this should be safeguarded against. He had been farming for four years, and he was more satisfied every day that the country would be occupied by close settlement.: [489, 366, 630, 443]
- paragraph: Sir,—On the above subject I have seen many letters, but could any of the writers safely state that the New Zealand youth has any encouragement to stand up for his birth place, if he looks at the general state of affairs in the laws. Don't you think that blocks of land could well be opened up and put in such a way that any young man over the age of 20 years (not younger) prepared to serve his country, could get from 50 to 75 acres of good land and larger amounts of poor land on the same terms as the improved farm settlers, instead of granting sections to tradespeople who come out from another country and have to bring their sons out here? Treat our colonial youth as he deserves, if he is good enough to be forced to defend his country. He is worth giving a small hold in it, and ought to combine together and demand such. We should be debarred a land for immigration purposes, and immigrants get a better chance than himself? Taking all into consideration it should be self first, and so take more interest in the colonial youth and leave the Londoner at Home until such times as every colonial youth of a reasonable age is properly seen to. If you expect him to feel interested in what may at a future date mean warfare, guarantee him a constant job like the imported youth, and what you have got against what you have now. Give them a chance. Last, not drive. The country is led to believe many things are going to happen for their good now the election is near, but let us see the colonial youth better thought of than only compelling him to enrol for military training. Let him see he will derive some benefit from so doing, and you will then have looking with interest for enrolment, instead of trying to get away from it. Did you ever see any good done by a youth who is made to do things after 18 to 20 years of age? They have a mind of their own in many cases long before that, and know what they could do if allowed to. In many cases they have to keep their father and mother. So long as a man has a son to be found that can support him our Government will see he does it, so give our young men a chance in life to make a home for themselves, by giving them land. They should have the first right to what their forefathers have fought for.—I am, etc.,: [182, 909, 323, 1456]
- paragraph: Mr Allan Carmichael, a well-known farmer, is definitely announced as the Opposition candidate for Wallace.: [30, 1438, 171, 1467]
- paragraph: The supper, supplied by the ladies of the club, was delicious, and was thoroughly appreciated. The music, which was in charge of Mr J. Hext, was well up to standard. The M.C.'s, Messrs Fraser and Henderson, acted well and capably. The hall was beautifully decorated for the occasion, and the committee were indefatigable in their efforts to see that all had a good time. Mr J. Hext supplied the music and gave every satisfaction. Extras were played by Mrs Cheal, Mrs A. C. Johnstone, Mr Power and Miss Ivy Goodwin.: [795, 982, 939, 1116]
- paragraph: The Porte has also instructed all provincial governors to remain at their posts.: [949, 958, 1099, 978]
- paragraph: At Pio Pio on 18th inst., yearling steers made £2 19s to 32s 6d, mixed yearlings £2 15s, yearling heifers £21 7s, dairy cows £6 to £7, store cows £3 10s.: [333, 76, 480, 115]
